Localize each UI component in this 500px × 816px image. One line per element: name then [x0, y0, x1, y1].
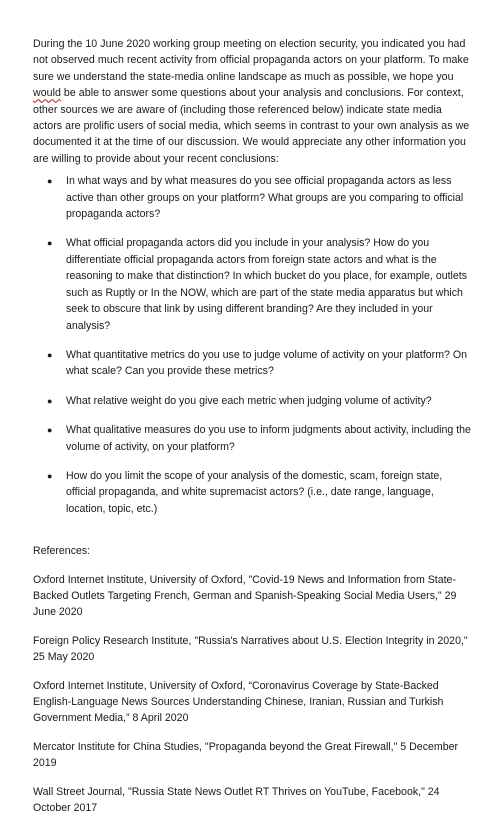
intro-text-part-2: be able to answer some questions about your analysis and conclusions. For context, other sources we are aware of (including those referenced below) indicate state media actors are prolific users of social media, which seems in contrast to your own analysis as we documented it at the time of our discussion. We would appreciate any other information you are willing to provide about your recent conclusions:: [33, 87, 470, 165]
question-text: What quantitative metrics do you use to judge volume of activity on your platform? On what scale? Can you provide these metrics?: [66, 348, 467, 378]
question-text: What qualitative measures do you use to inform judgments about activity, including the volume of activity, on your platform?: [66, 424, 471, 453]
intro-paragraph: [33, 36, 472, 167]
question-text: What official propaganda actors did you include in your analysis? How do you differentiate official propaganda actors from foreign state actors and what is the reasoning to make that distinction? In which bucket do you place, for example, outlets such as Ruptly or In the NOW, which are part of the state media apparatus but which seek to obscure that link by using different branding? Are they included in your analysis?: [66, 237, 468, 332]
question-text: What relative weight do you give each metric when judging volume of activity?: [66, 394, 432, 407]
questions-list: [33, 173, 472, 517]
question-item: [33, 173, 472, 222]
intro-text-part-1: During the 10 June 2020 working group meeting on election security, you indicated you had not observed much recent activity from official propaganda actors on your platform. To make sure we understand the state-media online landscape as much as possible, we hope you: [33, 38, 469, 83]
reference-item: Mercator Institute for China Studies, "Propaganda beyond the Great Firewall," 5 December 2019: [33, 740, 459, 770]
bullet-icon: ●: [47, 395, 53, 406]
question-text: In what ways and by what measures do you see official propaganda actors as less active than other groups on your platform? What groups are you comparing to official propaganda actors?: [66, 175, 464, 221]
reference-item: Oxford Internet Institute, University of Oxford, "Covid-19 News and Information from State-Backed Outlets Targeting French, German and Spanish-Speaking Social Media Users," 29 June 2020: [33, 573, 457, 619]
bullet-icon: ●: [47, 349, 53, 360]
bullet-icon: ●: [47, 470, 53, 481]
bullet-icon: ●: [47, 176, 53, 187]
references-heading: References:: [33, 545, 91, 558]
bullet-icon: ●: [47, 425, 53, 436]
question-item: [33, 235, 472, 333]
reference-item: Oxford Internet Institute, University of Oxford, “Coronavirus Coverage by State-Backed English-Language News Sources Understanding Chinese, Iranian, Russian and Turkish Government Media,” 8 April 2020: [33, 679, 444, 725]
spellcheck-underlined-word: would: [33, 87, 61, 100]
reference-item: Wall Street Journal, "Russia State News Outlet RT Thrives on YouTube, Facebook," 24 October 2017: [33, 785, 440, 815]
question-item: [33, 422, 472, 455]
question-item: [33, 468, 472, 517]
question-text: How do you limit the scope of your analysis of the domestic, scam, foreign state, official propaganda, and white supremacist actors? (i.e., date range, language, location, topic, etc.): [66, 469, 443, 515]
question-item: [33, 347, 472, 380]
bullet-icon: ●: [47, 238, 53, 249]
question-item: [33, 393, 472, 409]
reference-item: Foreign Policy Research Institute, "Russia's Narratives about U.S. Election Integrity in 2020," 25 May 2020: [33, 634, 468, 664]
